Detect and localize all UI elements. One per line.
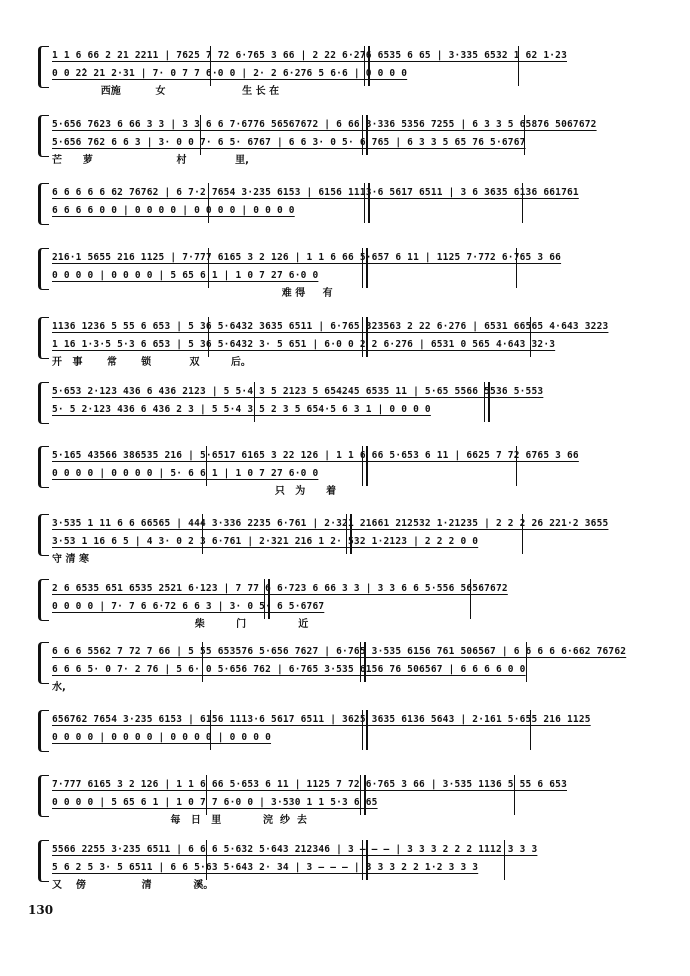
score-system (0, 315, 690, 377)
lyric-line: 柴 门 近 (52, 619, 309, 630)
system-brace (38, 248, 49, 290)
score-system (0, 113, 690, 175)
upper-part-line: 5·656 7623 6 66 3 3 | 3 3 6 6 7·6776 56567672 | 6 66 3·336 5356 7255 | 6 3 3 5 65876 5067672 (52, 119, 597, 130)
upper-part-line: 5·165 43566 386535 216 | 5·6517 6165 3 22 126 | 1 1 6 66 5·653 6 11 | 6625 7 72 6765 3 66 (52, 450, 579, 461)
lower-part-line: 5 6 2 5 3· 5 6511 | 6 6 5·63 5·643 2· 34 | 3 — — — | 3 3 3 2 2 1·2 3 3 3 (52, 862, 479, 873)
system-brace (38, 115, 49, 157)
lyric-line: 只 为 着 (52, 486, 337, 497)
lyric-line: 每 日 里 浣 纱 去 (52, 815, 307, 826)
system-brace (38, 514, 49, 556)
lower-part-line: 0 0 0 0 | 7· 7 6 6·72 6 6 3 | 3· 0 5· 6 5·6767 (52, 601, 325, 612)
lower-part-line: 0 0 0 0 | 0 0 0 0 | 0 0 0 0 | 0 0 0 0 (52, 732, 272, 743)
score-system (0, 577, 690, 639)
lyric-line (52, 221, 670, 237)
lower-part-line: 0 0 0 0 | 0 0 0 0 | 5· 6 6 1 | 1 0 7 27 6·0 0 (52, 468, 319, 479)
lyric-line (52, 420, 670, 436)
upper-part-line: 6 6 6 6 6 62 76762 | 6 7·2 7654 3·235 6153 | 6156 1113·6 5617 6511 | 3 6 3635 6136 661761 (52, 187, 579, 198)
system-brace (38, 183, 49, 225)
system-brace (38, 642, 49, 684)
system-brace (38, 710, 49, 752)
score-system (0, 512, 690, 574)
upper-part-line: 3·535 1 11 6 6 66565 | 444 3·336 2235 6·761 | 2·321 21661 212532 1·21235 | 2 2 2 26 221·2 3655 (52, 518, 609, 529)
score-system (0, 708, 690, 770)
system-brace (38, 775, 49, 817)
lyric-line: 开 事 常 锁 双 后。 (52, 357, 251, 368)
system-brace (38, 840, 49, 882)
score-system (0, 246, 690, 308)
score-system (0, 640, 690, 702)
lyric-line: 又 傍 清 溪。 (52, 880, 214, 891)
system-brace (38, 317, 49, 359)
lower-part-line: 3·53 1 16 6 5 | 4 3· 0 2 3 6·761 | 2·321 216 1 2· 532 1·2123 | 2 2 2 0 0 (52, 536, 479, 547)
lyric-line: 芒 萝 村 里, (52, 155, 249, 166)
upper-part-line: 656762 7654 3·235 6153 | 6156 1113·6 5617 6511 | 3625 3635 6136 5643 | 2·161 5·655 216 1125 (52, 714, 591, 725)
lyric-line: 西施 女 生 长 在 (52, 86, 280, 97)
upper-part-line: 6 6 6 5562 7 72 7 66 | 5 55 653576 5·656 7627 | 6·765 3·535 6156 761 506567 | 6 6 6 6 6·662 76762 (52, 646, 627, 657)
upper-part-line: 2 6 6535 651 6535 2521 6·123 | 7 77 6 6·723 6 66 3 3 | 3 3 6 6 5·556 56567672 (52, 583, 508, 594)
lower-part-line: 0 0 2̂2 21 2·31 | 7· 0 7 7 6·0 0 | 2· 2 6·276 5 6·6 | 0 0 0 0 (52, 68, 408, 79)
upper-part-line: 1 1 6 66 2 21 2211 | 7625 7 72 6·765 3 66 | 2 22 6·276 6535 6 65 | 3·335 6532 1 62 1·23 (52, 50, 567, 61)
lyric-line: 水, (52, 682, 66, 693)
lyric-line (52, 748, 670, 764)
score-system (0, 444, 690, 506)
lyric-line: 守 清 寒 (52, 554, 89, 565)
lyric-line: 难 得 有 (52, 288, 333, 299)
system-brace (38, 382, 49, 424)
page-number: 130 (28, 903, 54, 917)
score-system (0, 773, 690, 835)
lower-part-line: 1 16 1·3·5 5·3 6 653 | 5 36 5·6432 3· 5 651 | 6·0 0 2 2 6·276 | 6531 0 565 4·643 32·3 (52, 339, 556, 350)
lower-part-line: 5· 5 2·123 436 6 436 2 3 | 5 5·4 3 5 2 3 5 654·5 6 3 1 | 0 0 0 0 (52, 404, 431, 415)
score-system (0, 44, 690, 106)
system-brace (38, 446, 49, 488)
upper-part-line: 216·1 5655 216 1125 | 7·777 6165 3 2 126 | 1 1 6 66 5·657 6 11 | 1125 7·772 6·765 3 66 (52, 252, 562, 263)
upper-part-line: 5·653 2·123 436 6 436 2123 | 5 5·4 3 5 2123 5 654245 6535 11 | 5·65 5566 5536 5·553 (52, 386, 544, 397)
upper-part-line: 7·777 6165 3 2 126 | 1 1 6 66 5·653 6 11 | 1125 7 72 6·765 3 66 | 3·535 1136 5 55 6 653 (52, 779, 567, 790)
lower-part-line: 5·656 762 6 6 3 | 3· 0 0 7· 6 5· 6767 | 6 6 3· 0 5· 6 765 | 6 3 3 5 65 76 5·6767 (52, 137, 526, 148)
lower-part-line: 0 0 0 0 | 0 0 0 0 | 5 65 6 1 | 1 0 7 27 6·0 0 (52, 270, 319, 281)
lower-part-line: 0 0 0 0 | 5 65 6 1 | 1 0 7 7 6·0 0 | 3·530 1 1 5·3 6 65 (52, 797, 378, 808)
score-system (0, 838, 690, 900)
system-brace (38, 46, 49, 88)
lower-part-line: 6 6 6 6 0 0 | 0 0 0 0 | 0 0 0 0 | 0 0 0 0 (52, 205, 295, 216)
system-brace (38, 579, 49, 621)
score-system (0, 380, 690, 442)
upper-part-line: 5566 2255 3·235 6511 | 6 6 6 5·632 5·643 212346 | 3 — — — | 3 3 3 2 2 2 1112 3 3 3 (52, 844, 538, 855)
score-system (0, 181, 690, 243)
lower-part-line: 6 6 6 5· 0 7· 2 76 | 5 6· 0 5·656 762 | 6·765 3·535 6156 76 506567 | 6 6 6 6 0 0 (52, 664, 526, 675)
upper-part-line: 1136 1236 5 55 6 653 | 5 36 5·6432 3635 6511 | 6·765 323563 2 22 6·276 | 6531 66565 4·643 3223 (52, 321, 609, 332)
